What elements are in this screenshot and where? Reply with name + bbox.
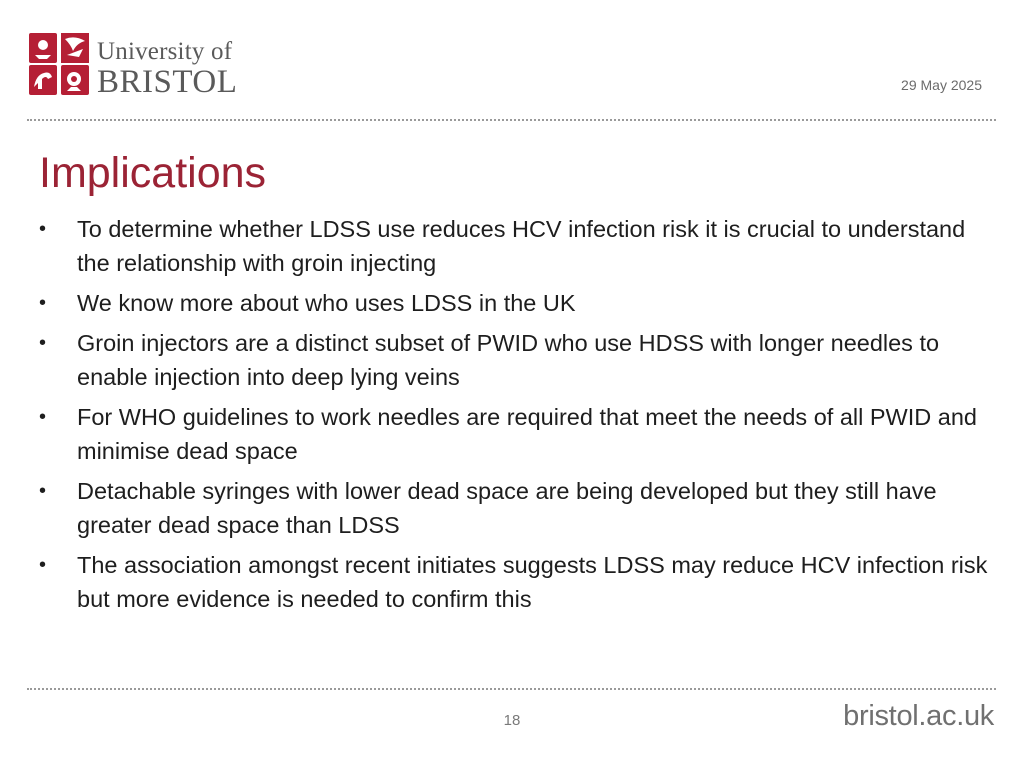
bullet-text: We know more about who uses LDSS in the UK — [77, 290, 576, 316]
bullet-icon: • — [39, 480, 47, 502]
bullet-text: Detachable syringes with lower dead space are being developed but they still have greater dead space than LDSS — [77, 478, 937, 538]
bullet-icon: • — [39, 218, 47, 240]
logo-text-line2: BRISTOL — [97, 64, 238, 100]
bullet-item — [39, 286, 989, 320]
bullet-item — [39, 212, 989, 280]
bristol-crest-icon — [27, 31, 91, 97]
bullet-icon: • — [39, 406, 47, 428]
bullet-text: The association amongst recent initiates suggests LDSS may reduce HCV infection risk but more evidence is needed to confirm this — [77, 552, 988, 612]
slide-title: Implications — [39, 149, 267, 197]
bullet-list — [39, 212, 989, 622]
bullet-item — [39, 326, 989, 394]
bullet-icon: • — [39, 554, 47, 576]
page-number: 18 — [503, 712, 521, 729]
footer-divider — [27, 688, 996, 690]
slide-date: 29 May 2025 — [901, 77, 982, 93]
bullet-icon: • — [39, 292, 47, 314]
university-logo — [27, 31, 238, 100]
logo-wordmark — [97, 31, 237, 99]
bullet-item — [39, 400, 989, 468]
header-divider — [27, 119, 996, 121]
website-label: bristol.ac.uk — [843, 700, 994, 732]
bullet-text: For WHO guidelines to work needles are required that meet the needs of all PWID and minimise dead space — [77, 404, 977, 464]
bullet-item — [39, 474, 989, 542]
bullet-text: Groin injectors are a distinct subset of PWID who use HDSS with longer needles to enable injection into deep lying veins — [77, 330, 940, 390]
logo-text-line1: University of — [97, 38, 233, 65]
bullet-text: To determine whether LDSS use reduces HCV infection risk it is crucial to understand the relationship with groin injecting — [77, 216, 966, 276]
bullet-icon: • — [39, 332, 47, 354]
bullet-item — [39, 548, 989, 616]
